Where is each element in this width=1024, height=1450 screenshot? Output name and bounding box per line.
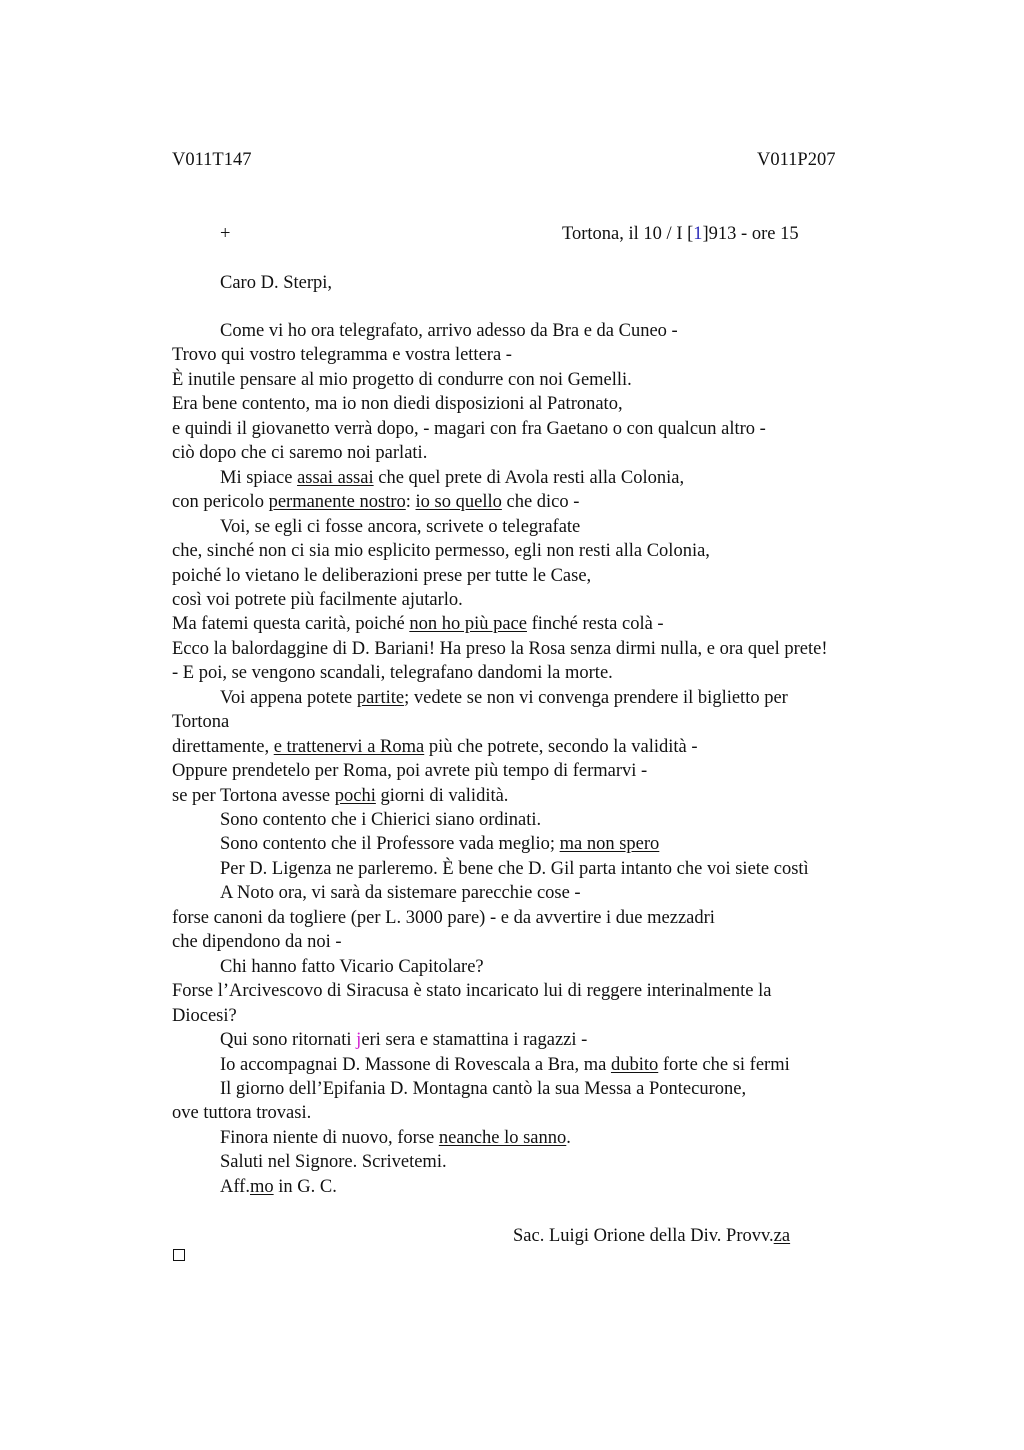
line-text: Diocesi? [172, 1006, 237, 1026]
end-square-icon [173, 1249, 185, 1261]
underlined-text: e trattenervi a Roma [273, 737, 425, 757]
line-text: . [566, 1128, 571, 1148]
letter-line [172, 615, 664, 634]
letter-line [172, 542, 710, 561]
signature [513, 1227, 790, 1246]
letter-line [172, 395, 623, 414]
letter-line [172, 346, 512, 365]
letter-line [172, 567, 591, 586]
line-text: con pericolo [172, 492, 269, 512]
underlined-text: partite [356, 688, 405, 708]
line-text: forse canoni da togliere (per L. 3000 pare) - e da avvertire i due mezzadri [172, 908, 715, 928]
letter-line [172, 1007, 237, 1026]
line-text: in G. C. [273, 1177, 337, 1197]
line-text: Oppure prendetelo per Roma, poi avrete più tempo di fermarvi - [172, 761, 648, 781]
underlined-text: permanente nostro [268, 492, 406, 512]
line-text: Io accompagnai D. Massone di Rovescala a Bra, ma [220, 1055, 611, 1075]
line-text: finché resta colà - [526, 614, 664, 634]
letter-line [172, 933, 342, 952]
letter-line [172, 371, 632, 390]
line-text: più che potrete, secondo la validità - [424, 737, 698, 757]
line-text: che dico - [501, 492, 580, 512]
line-text: Per D. Ligenza ne parleremo. È bene che D. Gil parta intanto che voi siete costì [220, 859, 809, 879]
letter-line [172, 787, 508, 806]
letter-line [220, 958, 484, 977]
line-text: che quel prete di Avola resti alla Colonia, [373, 468, 685, 488]
letter-line [172, 664, 613, 683]
letter-line [220, 322, 678, 341]
line-text: se per Tortona avesse [172, 786, 335, 806]
line-text: Tortona [172, 712, 230, 732]
line-text: ove tuttora trovasi. [172, 1103, 312, 1123]
underlined-text: non ho più pace [409, 614, 527, 634]
underlined-text: dubito [610, 1055, 659, 1075]
line-text: così voi potrete più facilmente ajutarlo. [172, 590, 463, 610]
underlined-text: pochi [334, 786, 376, 806]
letter-line [220, 811, 541, 830]
line-text: direttamente, [172, 737, 274, 757]
line-text: che dipendono da noi - [172, 932, 342, 952]
letter-line [220, 1153, 447, 1172]
line-text: Sono contento che i Chierici siano ordinati. [220, 810, 542, 830]
line-text: giorni di validità. [375, 786, 509, 806]
letter-line [220, 1129, 571, 1148]
line-text: Trovo qui vostro telegramma e vostra lettera - [172, 345, 512, 365]
line-text: Voi, se egli ci fosse ancora, scrivete o telegrafate [220, 517, 581, 537]
line-text: ciò dopo che ci saremo noi parlati. [172, 443, 428, 463]
highlighted-letter: j [356, 1030, 362, 1050]
letter-line [172, 420, 766, 439]
letter-line [172, 591, 463, 610]
letter-line [172, 493, 579, 512]
letter-line [220, 1056, 790, 1075]
letter-line [220, 1031, 587, 1050]
letter-line [172, 909, 715, 928]
underlined-text: neanche lo sanno [438, 1128, 567, 1148]
letter-line [172, 640, 827, 659]
underlined-text: ma non spero [559, 834, 660, 854]
signature-main: Sac. Luigi Orione della Div. Provv. [513, 1226, 774, 1246]
line-text: Qui sono ritornati [220, 1030, 357, 1050]
line-text: forte che si fermi [658, 1055, 790, 1075]
letter-line [220, 518, 580, 537]
cross-mark: + [220, 224, 231, 244]
line-text: È inutile pensare al mio progetto di condurre con noi Gemelli. [172, 370, 632, 390]
line-text: Il giorno dell’Epifania D. Montagna cantò la sua Messa a Pontecurone, [220, 1079, 747, 1099]
line-text: Ecco la balordaggine di D. Bariani! Ha preso la Rosa senza dirmi nulla, e ora quel prete! [172, 639, 828, 659]
line-text: Forse l’Arcivescovo di Siracusa è stato incaricato lui di reggere interinalmente la [172, 981, 772, 1001]
line-text: Voi appena potete [220, 688, 357, 708]
underlined-text: assai assai [297, 468, 374, 488]
line-text: Come vi ho ora telegrafato, arrivo adesso da Bra e da Cuneo - [220, 321, 678, 341]
dateline-bracket-digit: 1 [693, 224, 703, 244]
letter-line [172, 982, 772, 1001]
letter-line [220, 469, 684, 488]
letter-line [172, 762, 647, 781]
line-text: A Noto ora, vi sarà da sistemare parecchie cose - [220, 883, 581, 903]
line-text: : [405, 492, 416, 512]
salutation: Caro D. Sterpi, [220, 273, 333, 293]
line-text: eri sera e stamattina i ragazzi - [361, 1030, 588, 1050]
underlined-text: io so quello [415, 492, 502, 512]
line-text: poiché lo vietano le deliberazioni prese per tutte le Case, [172, 566, 592, 586]
doc-code-right: V011P207 [757, 150, 836, 170]
line-text: Era bene contento, ma io non diedi disposizioni al Patronato, [172, 394, 623, 414]
letter-line [220, 689, 788, 708]
letter-line [172, 1104, 311, 1123]
letter-line [172, 713, 229, 732]
letter-line [220, 860, 809, 879]
line-text: Aff. [220, 1177, 250, 1197]
line-text: ; vedete se non vi convenga prendere il biglietto per [404, 688, 788, 708]
letter-line [220, 835, 659, 854]
doc-code-left: V011T147 [172, 150, 252, 170]
line-text: che, sinché non ci sia mio esplicito permesso, egli non resti alla Colonia, [172, 541, 710, 561]
line-text: Saluti nel Signore. Scrivetemi. [220, 1152, 447, 1172]
underlined-text: mo [249, 1177, 274, 1197]
line-text: Mi spiace [220, 468, 298, 488]
letter-line [172, 738, 698, 757]
line-text: Finora niente di nuovo, forse [220, 1128, 439, 1148]
letter-line [220, 1080, 746, 1099]
letter-line [220, 1178, 337, 1197]
dateline-pre: Tortona, il 10 / I [ [562, 224, 694, 244]
line-text: Ma fatemi questa carità, poiché [172, 614, 410, 634]
line-text: e quindi il giovanetto verrà dopo, - magari con fra Gaetano o con qualcun altro - [172, 419, 766, 439]
dateline-post: ]913 - ore 15 [702, 224, 799, 244]
line-text: Sono contento che il Professore vada meglio; [220, 834, 560, 854]
signature-suffix: za [773, 1226, 791, 1246]
dateline [562, 225, 799, 244]
line-text: Chi hanno fatto Vicario Capitolare? [220, 957, 484, 977]
letter-line [172, 444, 427, 463]
letter-line [220, 884, 581, 903]
line-text: - E poi, se vengono scandali, telegrafano dandomi la morte. [172, 663, 613, 683]
